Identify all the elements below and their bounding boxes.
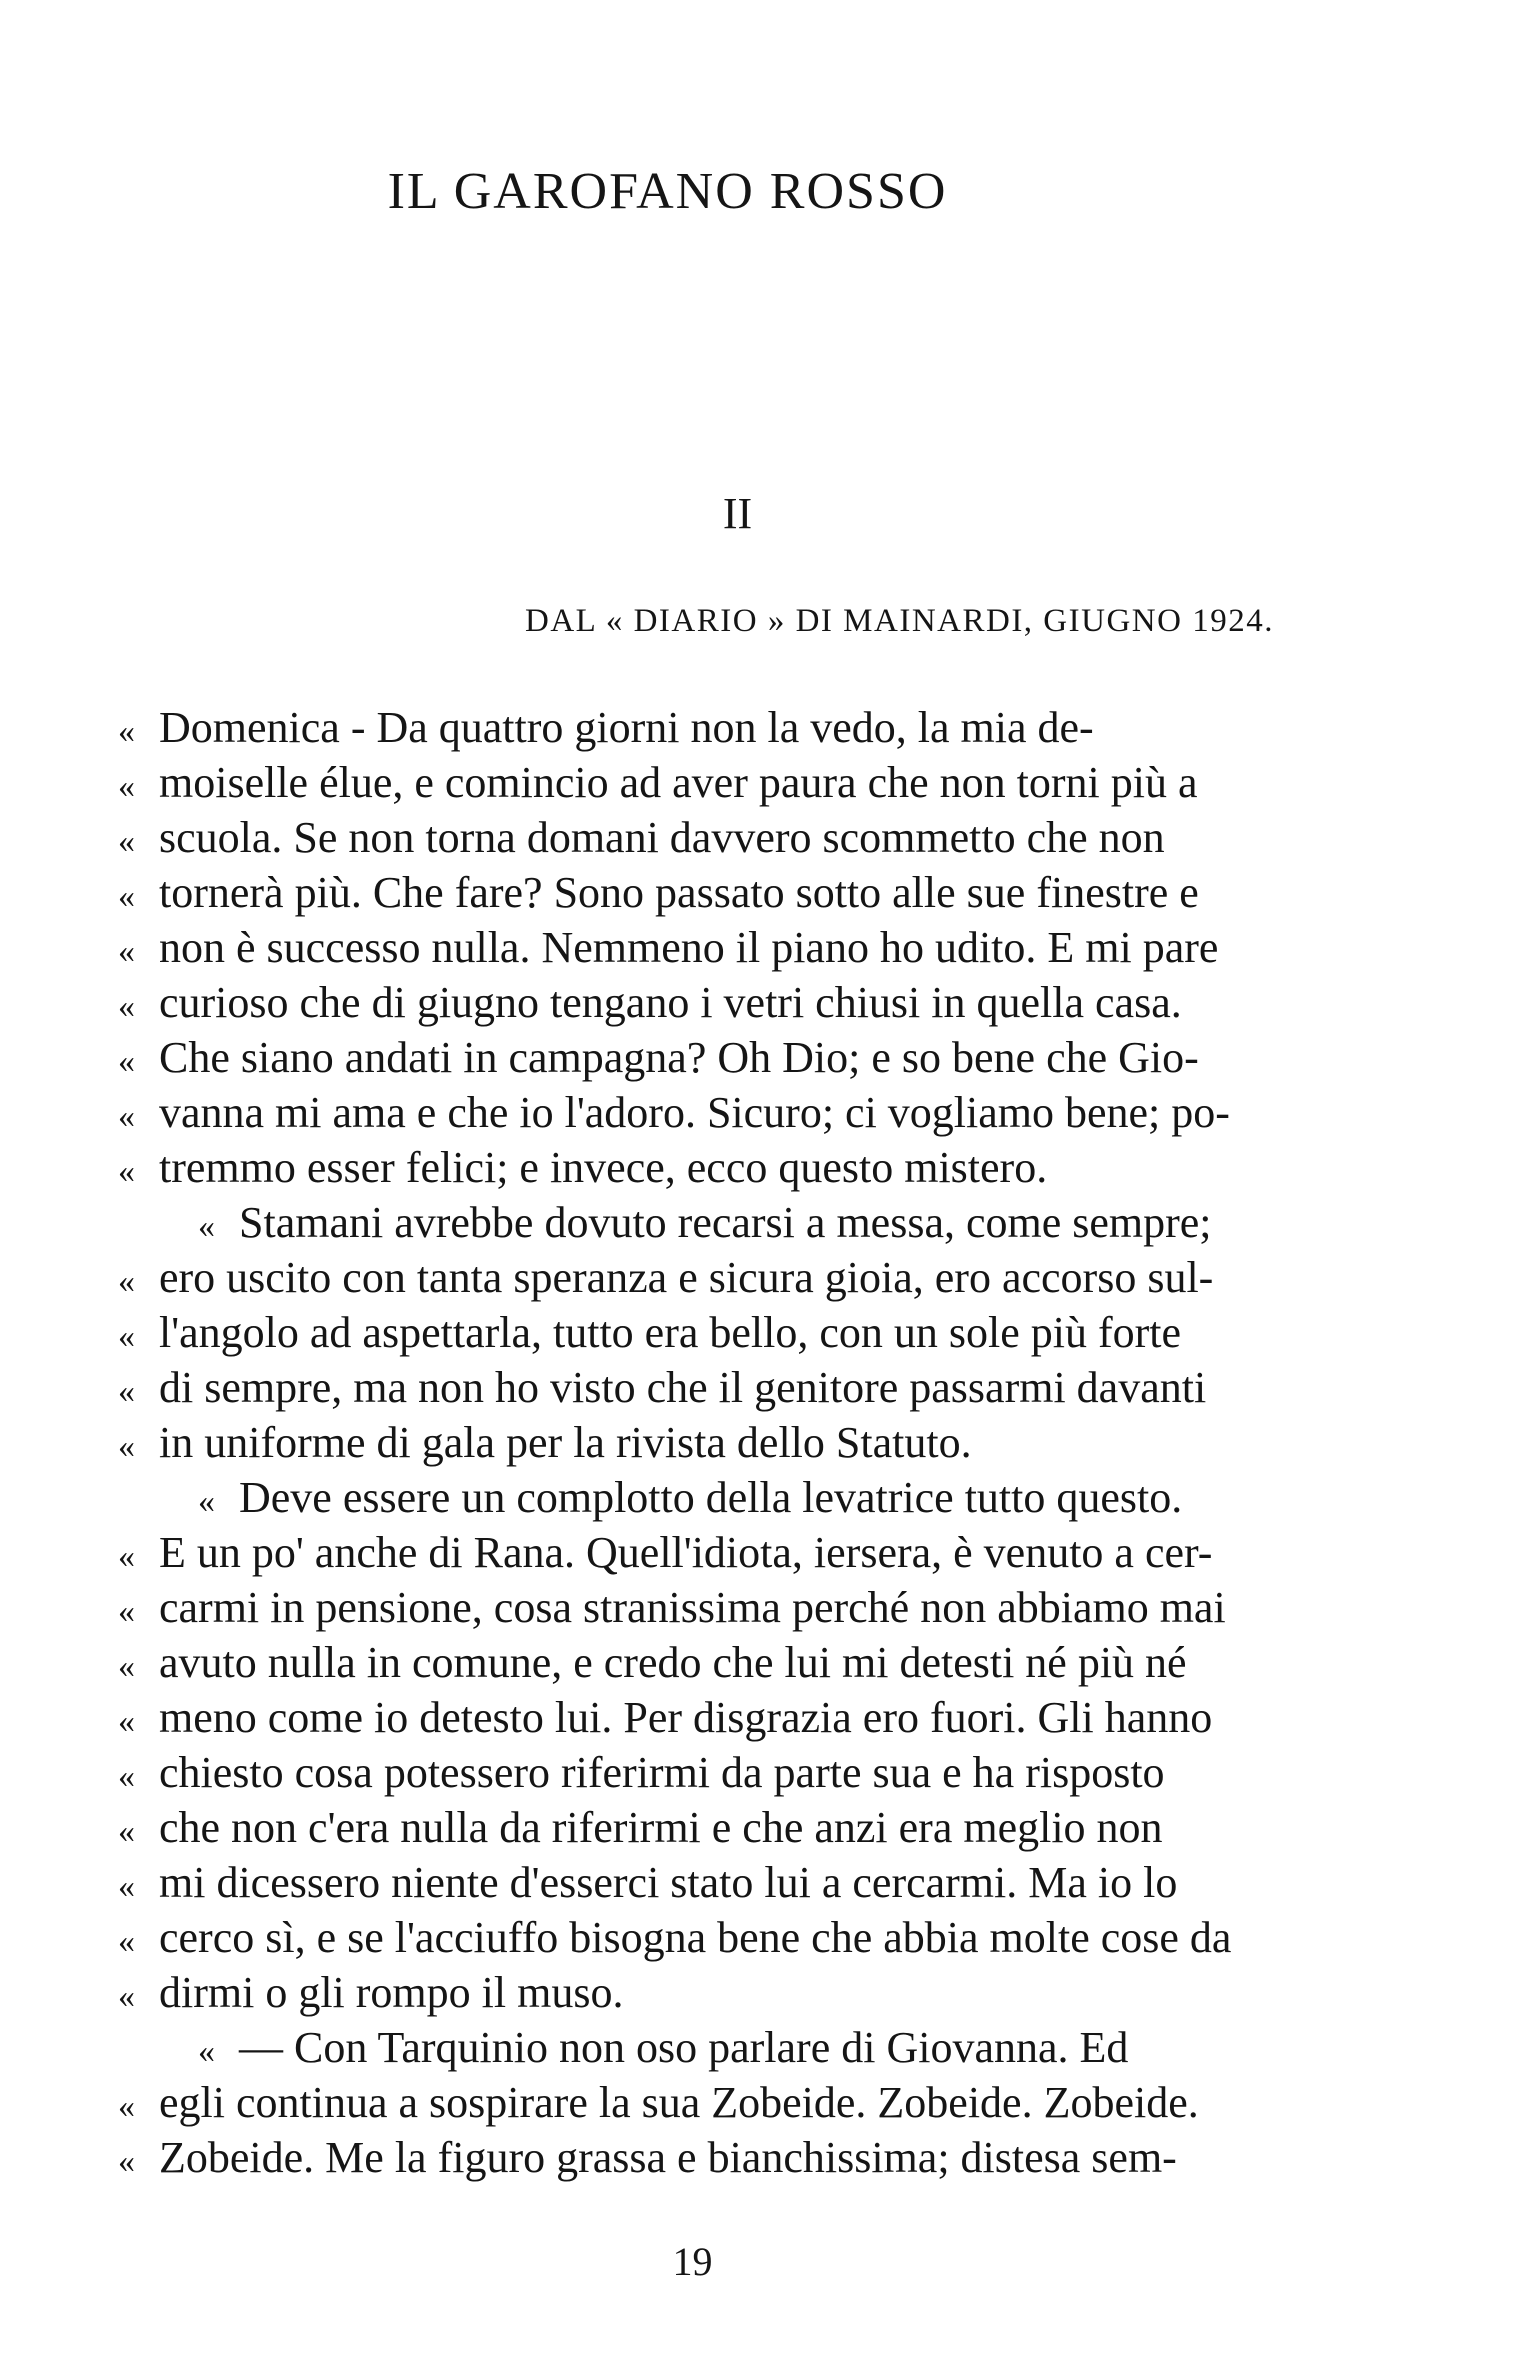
text-line: « Stamani avrebbe dovuto recarsi a messa, come sempre; bbox=[118, 1195, 1415, 1250]
text-line: « Deve essere un complotto della levatrice tutto questo. bbox=[118, 1470, 1415, 1525]
text-line: « Domenica - Da quattro giorni non la vedo, la mia de- bbox=[118, 700, 1415, 755]
text-line: « E un po' anche di Rana. Quell'idiota, iersera, è venuto a cer- bbox=[118, 1525, 1415, 1580]
text-line: « di sempre, ma non ho visto che il genitore passarmi davanti bbox=[118, 1360, 1415, 1415]
guillemet: « bbox=[118, 1758, 135, 1795]
body-text bbox=[118, 700, 1415, 2185]
text-line: « non è successo nulla. Nemmeno il piano ho udito. E mi pare bbox=[118, 920, 1415, 975]
text-line: « cerco sì, e se l'acciuffo bisogna bene che abbia molte cose da bbox=[118, 1910, 1415, 1965]
text-line: « carmi in pensione, cosa stranissima perché non abbiamo mai bbox=[118, 1580, 1415, 1635]
guillemet: « bbox=[118, 2088, 135, 2125]
text-line: « — Con Tarquinio non oso parlare di Giovanna. Ed bbox=[118, 2020, 1415, 2075]
guillemet: « bbox=[118, 1593, 135, 1630]
text-line: « l'angolo ad aspettarla, tutto era bello, con un sole più forte bbox=[118, 1305, 1415, 1360]
guillemet: « bbox=[118, 1263, 135, 1300]
chapter-number: II bbox=[722, 489, 753, 538]
guillemet: « bbox=[118, 1538, 135, 1575]
text-line: « curioso che di giugno tengano i vetri chiusi in quella casa. bbox=[118, 975, 1415, 1030]
section-heading: DAL « DIARIO » DI MAINARDI, GIUGNO 1924. bbox=[525, 603, 1274, 639]
guillemet: « bbox=[118, 823, 135, 860]
guillemet: « bbox=[118, 713, 135, 750]
text-line: « Zobeide. Me la figuro grassa e bianchissima; distesa sem- bbox=[118, 2130, 1415, 2185]
guillemet: « bbox=[118, 1098, 135, 1135]
page-number: 19 bbox=[672, 2239, 713, 2284]
guillemet: « bbox=[118, 933, 135, 970]
running-title: IL GAROFANO ROSSO bbox=[387, 163, 948, 220]
guillemet: « bbox=[118, 1428, 135, 1465]
text-line: « in uniforme di gala per la rivista dello Statuto. bbox=[118, 1415, 1415, 1470]
text-line: « chiesto cosa potessero riferirmi da parte sua e ha risposto bbox=[118, 1745, 1415, 1800]
guillemet: « bbox=[118, 1868, 135, 1905]
guillemet: « bbox=[118, 1648, 135, 1685]
text-line: « avuto nulla in comune, e credo che lui mi detesti né più né bbox=[118, 1635, 1415, 1690]
text-line: « Che siano andati in campagna? Oh Dio; e so bene che Gio- bbox=[118, 1030, 1415, 1085]
text-line: « tremmo esser felici; e invece, ecco questo mistero. bbox=[118, 1140, 1415, 1195]
guillemet: « bbox=[118, 878, 135, 915]
guillemet: « bbox=[198, 1483, 215, 1520]
text-line: « moiselle élue, e comincio ad aver paura che non torni più a bbox=[118, 755, 1415, 810]
guillemet: « bbox=[198, 1208, 215, 1245]
text-line: « dirmi o gli rompo il muso. bbox=[118, 1965, 1415, 2020]
guillemet: « bbox=[118, 1153, 135, 1190]
guillemet: « bbox=[118, 2143, 135, 2180]
text-line: « meno come io detesto lui. Per disgrazia ero fuori. Gli hanno bbox=[118, 1690, 1415, 1745]
guillemet: « bbox=[118, 1978, 135, 2015]
text-line: « tornerà più. Che fare? Sono passato sotto alle sue finestre e bbox=[118, 865, 1415, 920]
text-line: « egli continua a sospirare la sua Zobeide. Zobeide. Zobeide. bbox=[118, 2075, 1415, 2130]
guillemet: « bbox=[118, 1923, 135, 1960]
text-line: « che non c'era nulla da riferirmi e che anzi era meglio non bbox=[118, 1800, 1415, 1855]
guillemet: « bbox=[118, 768, 135, 805]
text-line: « vanna mi ama e che io l'adoro. Sicuro; ci vogliamo bene; po- bbox=[118, 1085, 1415, 1140]
guillemet: « bbox=[118, 1318, 135, 1355]
text-line: « ero uscito con tanta speranza e sicura gioia, ero accorso sul- bbox=[118, 1250, 1415, 1305]
text-line: « scuola. Se non torna domani davvero scommetto che non bbox=[118, 810, 1415, 865]
guillemet: « bbox=[118, 1703, 135, 1740]
guillemet: « bbox=[118, 1373, 135, 1410]
guillemet: « bbox=[118, 988, 135, 1025]
guillemet: « bbox=[198, 2033, 215, 2070]
text-line: « mi dicessero niente d'esserci stato lui a cercarmi. Ma io lo bbox=[118, 1855, 1415, 1910]
guillemet: « bbox=[118, 1813, 135, 1850]
guillemet: « bbox=[118, 1043, 135, 1080]
